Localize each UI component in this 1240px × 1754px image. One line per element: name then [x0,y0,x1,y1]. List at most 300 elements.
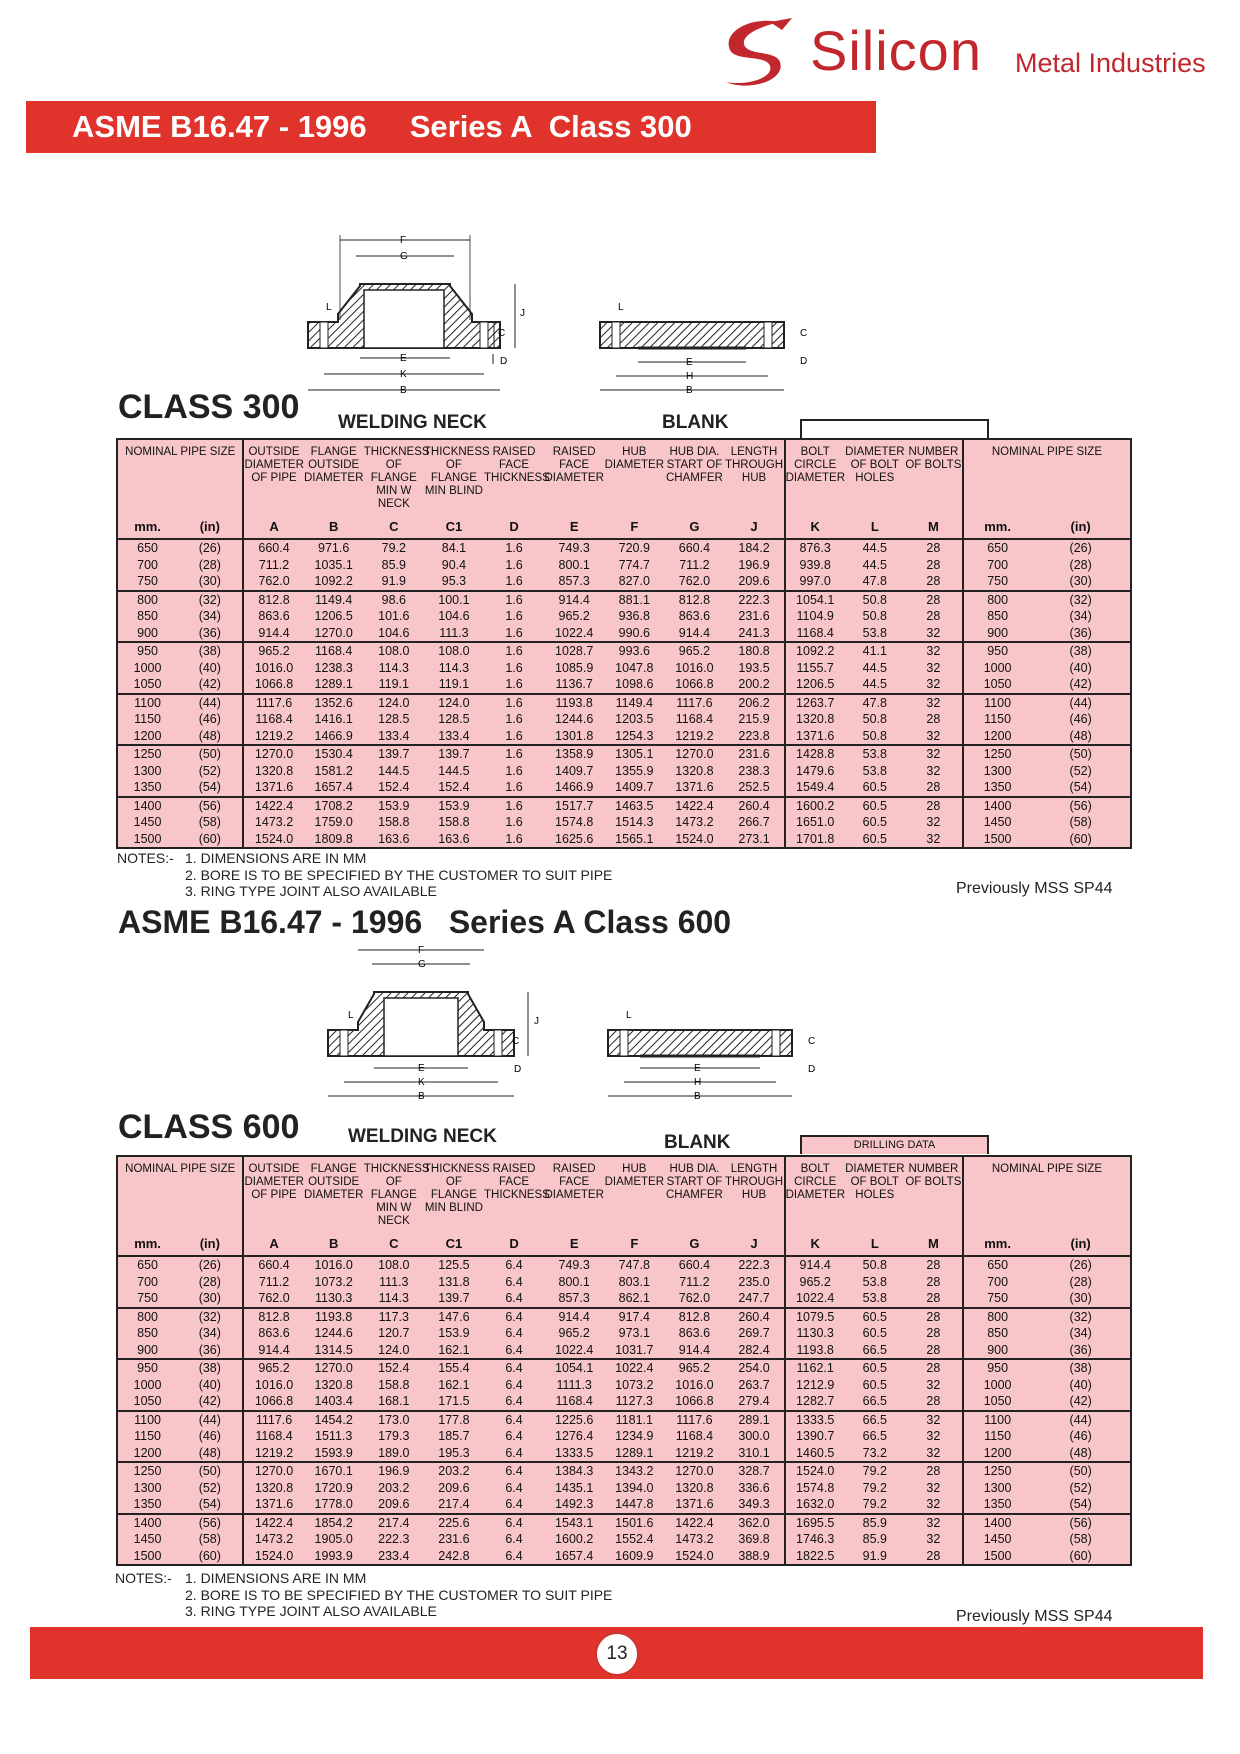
svg-text:K: K [400,369,407,380]
col-header: DIAMETER OF BOLT HOLES [845,1163,905,1201]
table-cell: (50) [1069,747,1092,761]
table-cell: 1050 [963,1393,1031,1411]
table-cell: 1409.7 [555,763,594,778]
table-cell: 1460.5 [785,1445,845,1463]
table-cell: 1168.4 [243,1428,303,1445]
table-cell: 1609.9 [615,1548,654,1563]
col-letter: (in) [177,1233,243,1256]
class300-label: CLASS 300 [118,388,300,426]
table-cell: 1428.8 [785,745,845,763]
class600-notes-list: 1. DIMENSIONS ARE IN MM 2. BORE IS TO BE SPECIFIED BY THE CUSTOMER TO SUIT PIPE 3. RING TYPE JOINT ALSO AVAILABLE [185,1570,613,1619]
table-cell: 32 [905,625,963,643]
table-cell: 1250 [963,745,1031,763]
table-cell: 328.7 [738,1464,770,1478]
table-cell: 158.8 [438,815,470,829]
table-cell: 6.4 [505,1429,523,1443]
table-cell: 1384.3 [555,1464,594,1478]
table-cell: (38) [1069,644,1092,658]
table-cell: 124.0 [378,695,410,710]
table-cell: 263.7 [738,1377,770,1392]
svg-text:B: B [694,1091,701,1102]
table-cell: 139.7 [424,1290,484,1308]
table-cell: 1300 [133,763,162,778]
table-cell: (34) [198,1326,221,1340]
table-cell: 1054.1 [785,591,845,609]
table-cell: 206.2 [738,695,770,710]
table-cell: 6.4 [505,1258,523,1272]
table-cell: 1066.8 [243,676,303,694]
table-cell: 1193.8 [555,695,593,710]
table-cell: 1127.3 [604,1393,664,1411]
table-cell: (54) [1031,779,1131,797]
table-cell: 32 [905,1496,963,1514]
table-cell: 223.8 [724,728,784,746]
table-cell: 28 [905,1342,963,1360]
table-cell: (56) [198,1515,221,1530]
table-cell: 101.6 [378,609,410,623]
table-cell: (40) [198,660,221,675]
table-cell: (48) [1031,728,1131,746]
table-cell: 1050 [117,676,177,694]
table-cell: 1492.3 [544,1496,604,1514]
table-row [117,642,1131,660]
table-cell: 32 [905,676,963,694]
svg-text:C: C [808,1036,816,1047]
table-cell: 222.3 [378,1532,410,1546]
table-cell: 1111.3 [556,1377,592,1392]
col-header: RAISED FACE DIAMETER [544,1163,604,1201]
table-cell: (60) [1069,831,1092,846]
table-cell: (32) [1069,1309,1092,1324]
table-cell: 1.6 [505,592,523,607]
table-cell: 1320.8 [243,1480,303,1497]
table-cell: 1466.9 [544,779,604,797]
table-cell: (26) [198,541,221,555]
table-cell: 1701.8 [785,831,845,849]
table-cell: 1822.5 [785,1548,845,1566]
table-cell: 863.6 [678,1326,711,1340]
table-cell: 1809.8 [314,831,353,846]
col-letter: F [604,516,664,539]
table-cell: 79.2 [862,1480,887,1495]
table-cell: 98.6 [381,592,406,607]
table-cell: (46) [1069,1429,1092,1443]
table-cell: 700 [963,1274,1031,1291]
table-cell: 1.6 [505,747,523,761]
table-cell: 1000 [963,660,1031,677]
table-cell: 1300 [963,1480,1031,1497]
col-letter: (in) [1031,1233,1131,1256]
col-letter: K [785,516,845,539]
welding-neck-diagram-600 [328,945,539,1102]
table-cell: (46) [198,1429,221,1443]
table-cell: 1289.1 [304,676,364,694]
col-header: NUMBER OF BOLTS [905,446,962,471]
svg-text:F: F [400,235,407,246]
table-cell: 260.4 [738,798,770,813]
table-cell: 1320.8 [243,763,303,780]
table-cell: 6.4 [484,1393,544,1411]
table-cell: 152.4 [364,779,424,797]
table-row [117,625,1131,643]
table-cell: 862.1 [604,1290,664,1308]
table-row [117,557,1131,574]
table-cell: 153.9 [438,1326,470,1340]
col-header: FLANGE OUTSIDE DIAMETER [303,1163,364,1201]
col-header: NOMINAL PIPE SIZE [125,1163,236,1175]
table-cell: 914.4 [785,1256,845,1274]
table-cell: 152.4 [378,1361,410,1375]
table-cell: (60) [1069,1548,1092,1563]
table-cell: 1168.4 [243,711,303,728]
table-cell: 266.7 [738,815,770,829]
table-cell: 1305.1 [615,747,654,761]
table-cell: 163.6 [378,831,410,846]
table-cell: 32 [926,1377,941,1392]
table-cell: 800 [137,592,158,607]
table-cell: (32) [198,592,221,607]
table-cell: 60.5 [862,815,887,829]
table-cell: 91.9 [862,1548,887,1563]
table-cell: 28 [905,573,963,591]
table-cell: 32 [905,1445,963,1463]
table-row [117,1480,1131,1497]
table-cell: 863.6 [243,1325,303,1342]
table-cell: 1016.0 [675,660,714,675]
svg-text:G: G [400,251,408,262]
table-cell: 28 [905,1393,963,1411]
welding-neck-label-600: WELDING NECK [348,1126,497,1147]
table-cell: 750 [963,573,1031,591]
table-cell: 196.9 [378,1464,410,1478]
table-cell: 1343.2 [615,1464,654,1478]
table-row [117,1531,1131,1548]
table-cell: 184.2 [738,541,770,555]
welding-neck-label: WELDING NECK [338,412,487,433]
table-cell: 1355.9 [615,763,654,778]
table-cell: 233.4 [378,1548,410,1563]
table-cell: (46) [1069,712,1092,726]
table-cell: 881.1 [618,592,650,607]
table-cell: 1403.4 [304,1393,364,1411]
table-cell: 155.4 [438,1361,470,1375]
table-cell: 1352.6 [314,695,353,710]
table-cell: 131.8 [438,1274,470,1289]
table-cell: 66.5 [862,1429,887,1443]
table-cell: 117.3 [378,1309,409,1324]
drilling-data-label: DRILLING DATA [800,1135,989,1154]
table-cell: 104.6 [364,625,424,643]
table-cell: 53.8 [862,1274,887,1289]
table-cell: 300.0 [738,1429,770,1443]
col-header: THICKNESS OF FLANGE MIN BLIND [423,446,490,497]
table-cell: 1.6 [505,763,523,778]
table-row [117,660,1131,677]
table-cell: 1565.1 [615,831,654,846]
col-header: THICKNESS OF FLANGE MIN BLIND [423,1163,490,1214]
table-cell: 1219.2 [664,728,724,746]
table-cell: 1657.4 [304,779,364,797]
table-cell: 1035.1 [314,557,353,572]
table-cell: (58) [1069,1532,1092,1546]
table-cell: 1.6 [484,779,544,797]
table-cell: 660.4 [678,1258,711,1272]
table-cell: 1632.0 [785,1496,845,1514]
col-letter: C [364,516,424,539]
table-cell: 1270.0 [314,1361,353,1375]
table-row [117,1428,1131,1445]
table-cell: 1.6 [505,541,523,555]
table-cell: 1212.9 [785,1377,845,1394]
table-cell: 1.6 [484,728,544,746]
table-cell: 66.5 [845,1393,905,1411]
table-row [117,676,1131,694]
col-letter: E [544,516,604,539]
col-letter: G [664,516,724,539]
table-cell: 965.2 [558,609,590,623]
table-cell: 1422.4 [675,1515,714,1530]
table-cell: 1300 [133,1480,162,1495]
table-row [117,1290,1131,1308]
svg-text:L: L [326,302,332,313]
table-cell: 1168.4 [544,1393,604,1411]
table-cell: (52) [1069,763,1092,778]
table-cell: 1219.2 [243,728,303,746]
table-cell: 850 [137,609,158,623]
table-cell: 1016.0 [675,1377,714,1392]
col-header: RAISED FACE THICKNESS [483,446,550,484]
table-cell: 1524.0 [675,831,714,846]
table-cell: 1193.8 [785,1342,845,1360]
table-cell: 247.7 [724,1290,784,1308]
table-cell: 50.8 [862,1258,887,1272]
table-cell: 53.8 [862,763,887,778]
table-cell: 1092.2 [785,642,845,660]
table-cell: 660.4 [243,1256,303,1274]
table-cell: 1244.6 [314,1326,353,1340]
svg-text:K: K [418,1077,425,1088]
table-cell: 193.5 [738,660,770,675]
table-cell: 990.6 [604,625,664,643]
table-cell: 32 [926,815,941,829]
table-cell: 1524.0 [243,1548,303,1566]
table-cell: 1422.4 [243,797,303,815]
table-cell: 32 [926,1532,941,1546]
table-cell: 827.0 [604,573,664,591]
table-cell: 349.3 [724,1496,784,1514]
table-row [117,1342,1131,1360]
table-cell: 1695.5 [785,1514,845,1532]
col-header: BOLT CIRCLE DIAMETER [785,439,845,516]
table-cell: 6.4 [484,1290,544,1308]
table-cell: 50.8 [862,609,887,623]
table-cell: 362.0 [738,1515,770,1530]
svg-text:C: C [512,1036,520,1047]
table-cell: (50) [1069,1464,1092,1478]
table-cell: 1.6 [505,798,523,813]
table-cell: 1993.9 [314,1548,353,1563]
table-cell: 1022.4 [785,1290,845,1308]
table-cell: 1016.0 [243,660,303,677]
class300-notes: NOTES:- [117,850,174,866]
table-cell: 1028.7 [555,644,594,658]
svg-text:D: D [500,356,508,367]
table-cell: (42) [177,1393,243,1411]
table-cell: 711.2 [679,1274,710,1289]
table-cell: 254.0 [738,1361,770,1375]
table-cell: 1066.8 [664,676,724,694]
svg-text:D: D [514,1064,522,1075]
table-cell: 128.5 [438,712,470,726]
table-cell: (44) [1069,1412,1092,1427]
table-cell: 1.6 [484,625,544,643]
table-cell: 1400 [133,798,162,813]
table-cell: 1574.8 [785,1480,845,1497]
table-cell: 1350 [963,779,1031,797]
welding-neck-diagram [308,235,525,396]
table-cell: 1708.2 [314,798,353,813]
table-cell: 762.0 [243,573,303,591]
svg-text:L: L [348,1010,354,1021]
table-cell: 147.6 [438,1309,470,1324]
table-cell: 60.5 [862,831,887,846]
table-cell: (42) [1031,1393,1131,1411]
table-cell: 28 [926,557,941,572]
col-letter: mm. [117,1233,177,1256]
table-cell: 1524.0 [243,831,303,849]
table-cell: 1104.9 [785,608,845,625]
table-cell: 1657.4 [555,1548,594,1563]
table-cell: 119.1 [424,676,484,694]
table-cell: 111.3 [424,625,484,643]
table-cell: (44) [1069,695,1092,710]
table-cell: 1270.0 [243,1462,303,1480]
table-cell: 114.3 [364,1290,424,1308]
table-cell: (48) [177,1445,243,1463]
table-cell: 936.8 [618,609,650,623]
table-cell: 1447.8 [604,1496,664,1514]
table-cell: 1047.8 [615,660,654,675]
table-cell: 1350 [117,779,177,797]
table-cell: 231.6 [738,609,770,623]
table-cell: 336.6 [738,1480,770,1495]
class600-label: CLASS 600 [118,1108,300,1146]
table-cell: 900 [117,1342,177,1360]
table-cell: 32 [905,728,963,746]
table-cell: 1301.8 [544,728,604,746]
table-cell: (42) [1031,676,1131,694]
table-cell: 914.4 [664,625,724,643]
table-cell: (30) [177,573,243,591]
table-cell: (36) [1031,1342,1131,1360]
table-cell: 1117.6 [676,1412,713,1427]
table-cell: 139.7 [438,747,470,761]
table-cell: 168.1 [364,1393,424,1411]
table-cell: 41.1 [862,644,887,658]
table-cell: 28 [926,1258,941,1272]
col-header: NUMBER OF BOLTS [905,1163,962,1188]
table-cell: (60) [198,1548,221,1563]
table-cell: 1524.0 [675,1548,714,1563]
table-cell: (30) [177,1290,243,1308]
table-cell: 209.6 [438,1480,470,1495]
table-cell: 1581.2 [314,763,353,778]
table-cell: 965.2 [558,1326,590,1340]
table-cell: 119.1 [364,676,424,694]
class300-previously: Previously MSS SP44 [956,880,1113,897]
table-cell: 28 [926,1361,941,1375]
table-cell: 269.7 [738,1326,770,1340]
svg-text:G: G [418,959,426,970]
table-cell: 950 [963,642,1031,660]
table-cell: 1031.7 [604,1342,664,1360]
table-cell: 1092.2 [304,573,364,591]
table-cell: 720.9 [618,541,650,555]
table-cell: 1593.9 [304,1445,364,1463]
col-letter: mm. [963,1233,1031,1256]
table-cell: 139.7 [378,747,410,761]
table-cell: 1517.7 [555,798,594,813]
table-cell: 28 [926,541,941,555]
table-cell: 1263.7 [785,694,845,712]
table-cell: 6.4 [505,1326,523,1340]
table-cell: 1050 [963,676,1031,694]
table-cell: 1200 [963,728,1031,746]
svg-text:H: H [686,371,694,382]
svg-text:E: E [400,353,407,364]
table-cell: 44.5 [862,541,887,555]
table-cell: (58) [198,815,221,829]
col-header: RAISED FACE DIAMETER [544,446,604,484]
table-cell: 1193.8 [315,1309,353,1324]
table-cell: 91.9 [364,573,424,591]
table-cell: 1466.9 [304,728,364,746]
table-cell: 1543.1 [555,1515,594,1530]
table-cell: 1000 [133,660,162,675]
table-cell: 1149.4 [315,592,353,607]
table-cell: 965.2 [678,1361,711,1375]
table-cell: 750 [117,1290,177,1308]
svg-text:E: E [686,357,693,368]
table-cell: 66.5 [862,1412,887,1427]
table-cell: 1371.6 [664,779,724,797]
table-cell: 47.8 [845,573,905,591]
table-cell: 750 [963,1290,1031,1308]
table-cell: 1720.9 [314,1480,353,1495]
table-cell: 812.8 [678,592,711,607]
table-cell: 1073.2 [615,1377,654,1392]
table-cell: 1100 [134,1412,161,1427]
table-cell: 1130.3 [785,1325,845,1342]
table-cell: 66.5 [845,1342,905,1360]
table-cell: (34) [1069,609,1092,623]
table-cell: 28 [926,1274,941,1289]
col-header: RAISED FACE THICKNESS [483,1163,550,1201]
table-cell: 993.6 [618,644,650,658]
svg-text:D: D [808,1064,816,1075]
table-cell: 850 [137,1326,158,1340]
col-letter: J [724,516,784,539]
table-cell: 1371.6 [243,779,303,797]
table-cell: 28 [926,1548,941,1563]
table-cell: 28 [926,1464,941,1478]
table-row [117,1411,1131,1429]
table-cell: 196.9 [738,557,770,572]
blank-label-600: BLANK [664,1132,731,1153]
table-cell: 1409.7 [604,779,664,797]
table-cell: 917.4 [618,1309,650,1324]
table-cell: 1.6 [505,644,523,658]
